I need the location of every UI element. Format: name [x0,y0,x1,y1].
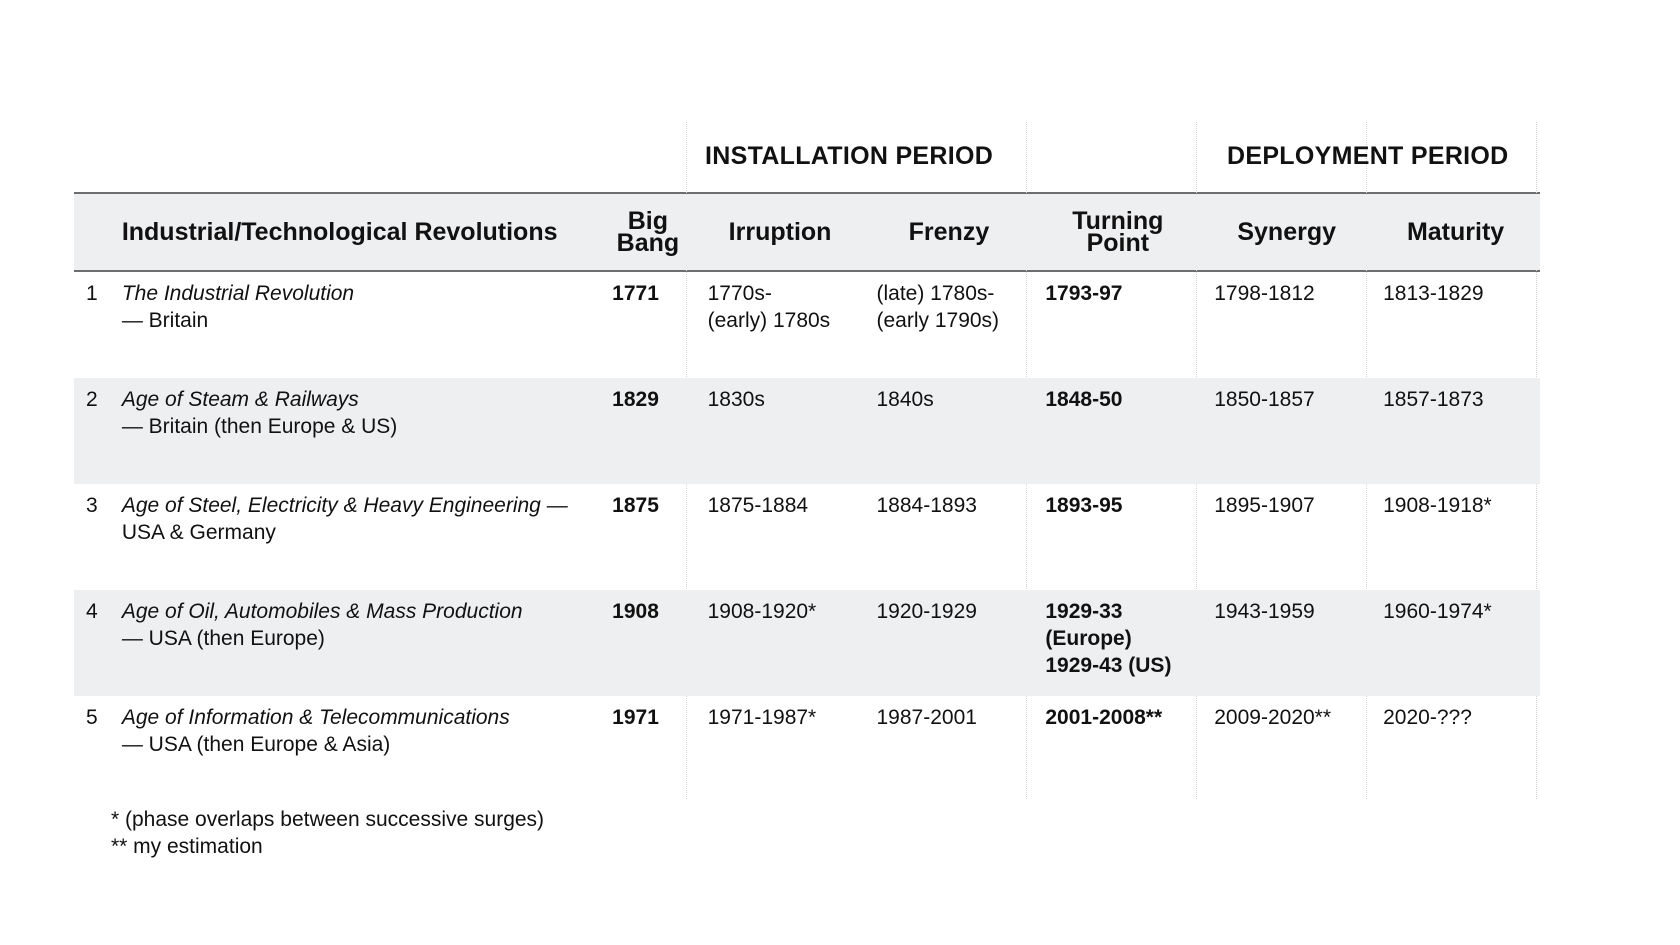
turning-point-value: 2001-2008** [1045,706,1163,729]
revolution-title: Age of Steel, Electricity & Heavy Engineering [121,494,541,517]
revolution-region: USA & Germany [121,521,276,544]
synergy-value: 1798-1812 [1214,282,1315,305]
frenzy-value [865,272,1034,378]
table-row [74,590,1540,696]
header-revolutions: Industrial/Technological Revolutions [121,217,558,246]
revolution-cell [122,696,604,802]
irruption-value: 1875-1884 [707,494,809,517]
header-irruption: Irruption [728,217,832,246]
irruption-value: 1830s [707,388,765,411]
deployment-period-label: DEPLOYMENT PERIOD [1227,142,1509,170]
header-maturity: Maturity [1406,217,1505,246]
footnotes [111,806,544,860]
revolution-region: — USA (then Europe) [121,627,325,650]
turning-line2: (Europe) [1045,627,1132,650]
maturity-value: 1813-1829 [1383,282,1484,305]
frenzy-line2: (early 1790s) [876,309,1000,332]
revolution-region: — Britain [121,309,209,332]
revolution-region: — USA (then Europe & Asia) [121,733,391,756]
row-number: 4 [86,600,98,623]
row-number: 5 [86,706,98,729]
header-synergy: Synergy [1237,217,1337,246]
frenzy-value: 1840s [876,388,934,411]
big-bang-value: 1771 [612,282,659,305]
footnote-estimation: ** my estimation [111,835,263,858]
synergy-value: 1850-1857 [1214,388,1315,411]
frenzy-value: 1920-1929 [876,600,977,623]
revolution-title: The Industrial Revolution [121,282,355,305]
irruption-line1: 1770s- [707,282,772,305]
turning-line3: 1929-43 (US) [1045,654,1172,677]
frenzy-value: 1884-1893 [876,494,977,517]
revolution-cell [122,484,604,590]
surges-table [74,122,1540,802]
revolution-cell [122,378,604,484]
turning-point-value: 1893-95 [1045,494,1123,517]
big-bang-value: 1829 [612,388,659,411]
irruption-line2: (early) 1780s [707,309,831,332]
maturity-value: 2020-??? [1383,706,1472,729]
turning-point-value: 1793-97 [1045,282,1123,305]
table-row [74,484,1540,590]
big-bang-value: 1908 [612,600,659,623]
header-turning-point [1033,194,1202,270]
frenzy-line1: (late) 1780s- [876,282,995,305]
synergy-value: 1943-1959 [1214,600,1315,623]
maturity-value: 1857-1873 [1383,388,1484,411]
turning-point-value: 1848-50 [1045,388,1123,411]
irruption-value [696,272,865,378]
synergy-value: 2009-2020** [1214,706,1332,729]
maturity-value: 1908-1918* [1383,494,1492,517]
synergy-value: 1895-1907 [1214,494,1315,517]
row-number: 3 [86,494,98,517]
revolution-cell [122,590,604,696]
revolution-title-dash: — [540,494,568,517]
frenzy-value: 1987-2001 [876,706,977,729]
column-header-row [74,194,1540,270]
table-row [74,696,1540,802]
revolution-title: Age of Steam & Railways [121,388,359,411]
turning-line1: 1929-33 [1045,600,1123,623]
header-big-bang-line2: Bang [616,229,680,257]
revolution-cell [122,272,604,378]
revolution-title: Age of Information & Telecommunications [121,706,510,729]
table-row [74,272,1540,378]
header-turning-line1: Turning [1072,207,1164,235]
irruption-value: 1908-1920* [707,600,817,623]
header-num [74,194,122,270]
header-big-bang [604,194,695,270]
maturity-value: 1960-1974* [1383,600,1492,623]
header-big-bang-line1: Big [627,207,669,235]
installation-period-label: INSTALLATION PERIOD [705,142,994,170]
irruption-value: 1971-1987* [707,706,817,729]
table-row [74,378,1540,484]
big-bang-value: 1971 [612,706,659,729]
row-number: 1 [86,282,98,305]
header-turning-line2: Point [1086,229,1150,257]
big-bang-value: 1875 [612,494,659,517]
period-header [74,122,1540,192]
turning-point-value [1033,590,1202,696]
header-frenzy: Frenzy [908,217,990,246]
revolution-region: — Britain (then Europe & US) [121,415,398,438]
row-number: 2 [86,388,98,411]
revolution-title: Age of Oil, Automobiles & Mass Production [121,600,523,623]
footnote-overlap: * (phase overlaps between successive surges) [111,808,545,831]
